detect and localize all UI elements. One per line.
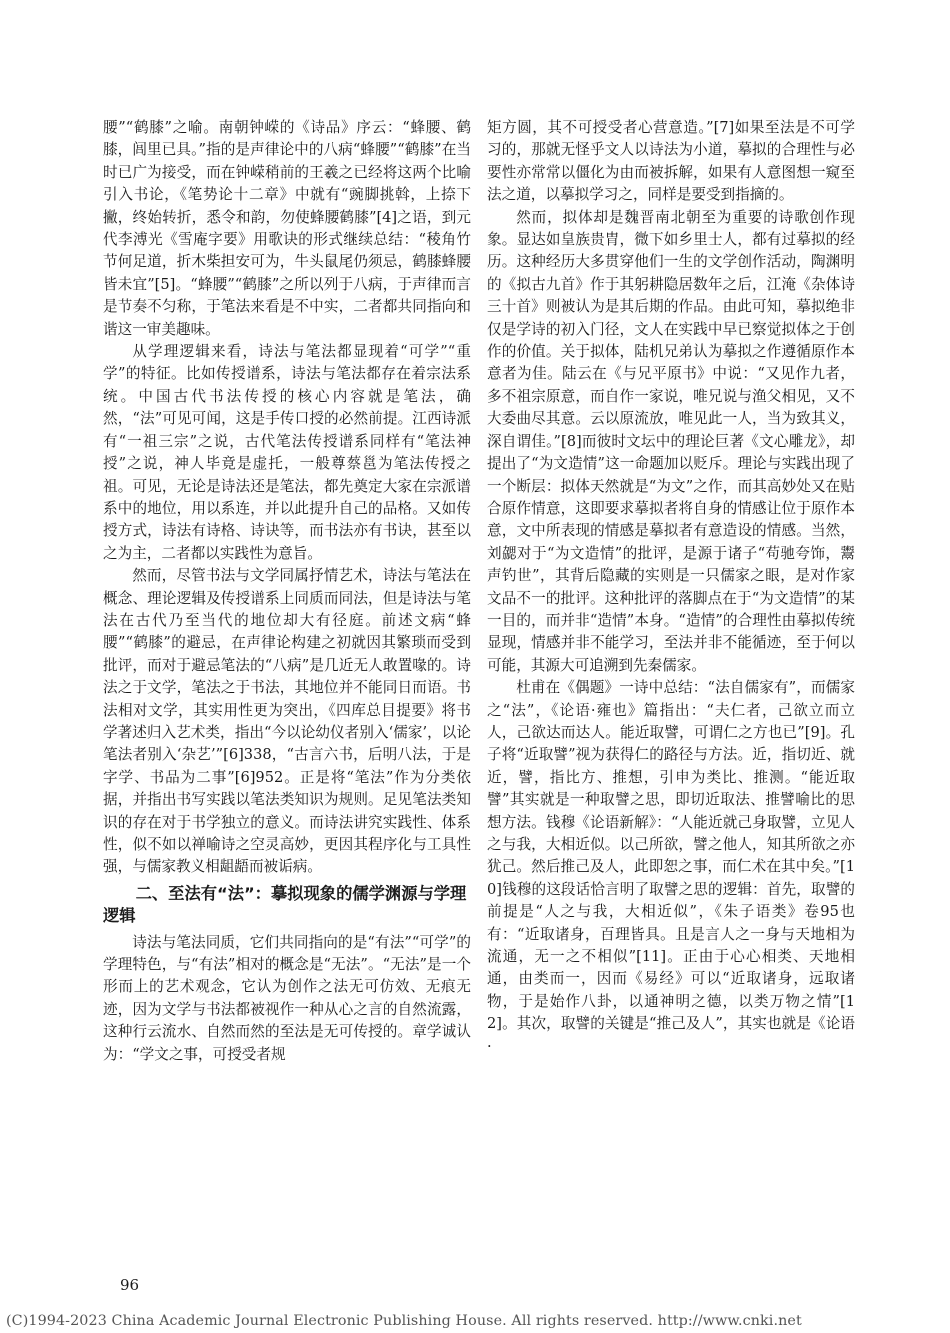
paragraph: 腰”“鹤膝”之喻。南朝钟嵘的《诗品》序云：“蜂腰、鹤膝，闾里已具。”指的是声律论中的八病“蜂腰”“鹤膝”在当时已广为接受，而在钟嵘稍前的王羲之已经将这两个比喻引入书论，《笔势论十二章》中就有“豌脚挑斡，上捺下撇，终始转折，悉令和韵，勿使蜂腰鹤膝”[4]之语，到元代李溥光《雪庵字要》用歌诀的形式继续总结：“稜角竹节何足道，折木柴担安可为，牛头鼠尾仍须忌，鹤膝蜂腰皆未宜”[5]。“蜂腰”“鹤膝”之所以列于八病，于声律而言是节奏不匀称，于笔法来看是不中实，二者都共同指向和谐这一审美趣味。 — [103, 119, 471, 338]
paragraph: 然而，尽管书法与文学同属抒情艺术，诗法与笔法在概念、理论逻辑及传授谱系上同质而同法，但是诗法与笔法在古代乃至当代的地位却大有径庭。前述文病“蜂腰”“鹤膝”的避忌，在声律论构建之初就因其繁琐而受到批评，而对于避忌笔法的“八病”是几近无人敢置喙的。诗法之于文学，笔法之于书法，其地位并不能同日而语。书法相对文学，其实用性更为突出，《四库总目提要》将书学著述归入艺术类，指出“今以论幼仪者别入‘儒家’，以论笔法者别入‘杂艺’”[6]338，“古言六书，后明八法，于是字学、书品为二事”[6]952。正是将“笔法”作为分类依据，并指出书写实践以笔法类知识为规则。足见笔法类知识的存在对于书学独立的意义。而诗法讲究实践性、体系性，似不如以禅喻诗之空灵高妙，更因其程序化与工具性强，与儒家教义相龃龉而被诟病。 — [103, 567, 471, 876]
right-column — [487, 117, 855, 1058]
paragraph: 然而，拟体却是魏晋南北朝至为重要的诗歌创作现象。显达如皇族贵胄，微下如乡里士人，都有过摹拟的经历。这种经历大多贯穿他们一生的文学创作活动，陶渊明的《拟古九首》作于其躬耕隐居数年之后，江淹《杂体诗三十首》则被认为是其后期的作品。由此可知，摹拟绝非仅是学诗的初入门径，文人在实践中早已察觉拟体之于创作的价值。关于拟体，陆机兄弟认为摹拟之作遵循原作本意者为佳。陆云在《与兄平原书》中说：“又见作九者，多不祖宗原意，而自作一家说，唯兄说与渔父相见，又不大委曲尽其意。云以原流放，唯见此一人，当为致其义，深自谓佳。”[8]而彼时文坛中的理论巨著《文心雕龙》，却提出了“为文造情”这一命题加以贬斥。理论与实践出现了一个断层：拟体天然就是“为文”之作，而其高妙处又在贴合原作情意，这即要求摹拟者将自身的情感让位于原作本意，文中所表现的情感是摹拟者有意造设的情感。当然，刘勰对于“为文造情”的批评，是源于诸子“苟驰夸饰，鬻声钓世”，其背后隐藏的实则是一只儒家之眼，是对作家文品不一的批评。这种批评的落脚点在于“为文造情”的某一目的，而并非“造情”本身。“造情”的合理性由摹拟传统显现，情感并非不能学习，至法并非不能循迹，至于何以可能，其源大可追溯到先秦儒家。 — [487, 208, 855, 674]
page-number: 96 — [120, 1276, 140, 1294]
copyright-footer: (C)1994-2023 China Academic Journal Electronic Publishing House. All rights reserved. http://www.cnki.net — [6, 1313, 802, 1329]
section-heading: 二、至法有“法”：摹拟现象的儒学渊源与学理逻辑 — [103, 883, 467, 926]
paragraph: 从学理逻辑来看，诗法与笔法都显现着“可学”“重学”的特征。比如传授谱系，诗法与笔法都存在着宗法系统。中国古代书法传授的核心内容就是笔法，确然，“法”可见可闻，这是手传口授的必然前提。江西诗派有“一祖三宗”之说，古代笔法传授谱系同样有“笔法神授”之说，神人毕竟是虚托，一般尊蔡邕为笔法传授之祖。可见，无论是诗法还是笔法，都先奠定大家在宗派谱系中的地位，用以系连，并以此提升自己的品格。又如传授方式，诗法有诗格、诗诀等，而书法亦有书诀，甚至以之为主，二者都以实践性为意旨。 — [103, 343, 471, 562]
paragraph: 矩方圆，其不可授受者心营意造。”[7]如果至法是不可学习的，那就无怪乎文人以诗法为小道，摹拟的合理性与必要性亦常常以僵化为由而被拆解，如果有人意图想一窥至法之道，以摹拟学习之，同样是要受到指摘的。 — [487, 119, 855, 204]
paragraph: 杜甫在《偶题》一诗中总结：“法自儒家有”，而儒家之“法”，《论语·雍也》篇指出：“夫仁者，己欲立而立人，己欲达而达人。能近取譬，可谓仁之方也已”[9]。孔子将“近取譬”视为获得仁的路径与方法。近，指切近、就近，譬，指比方、推想，引申为类比、推测。“能近取譬”其实就是一种取譬之思，即切近取法、推譬喻比的思想方法。钱穆《论语新解》：“人能近就己身取譬，立见人之与我，大相近似。以己所欲，譬之他人，知其所欲之亦犹己。然后推己及人，此即恕之事，而仁术在其中矣。”[10]钱穆的这段话恰言明了取譬之思的逻辑：首先，取譬的前提是“人之与我，大相近似”，《朱子语类》卷95也有：“近取诸身，百理皆具。且是言人之一身与天地相为流通，无一之不相似”[11]。正由于心心相类、天地相通，由类而一，因而《易经》可以“近取诸身，远取诸物，于是始作八卦，以通神明之德，以类万物之情”[12]。其次，取譬的关键是“推己及人”，其实也就是《论语· — [487, 679, 855, 1055]
left-column — [103, 117, 471, 1066]
paragraph: 诗法与笔法同质，它们共同指向的是“有法”“可学”的学理特色，与“有法”相对的概念是“无法”。“无法”是一个形而上的艺术观念，它认为创作之法无可仿效、无痕无迹，因为文学与书法都被视作一种从心之言的自然流露，这种行云流水、自然而然的至法是无可传授的。章学诚认为：“学文之事，可授受者规 — [103, 933, 471, 1063]
